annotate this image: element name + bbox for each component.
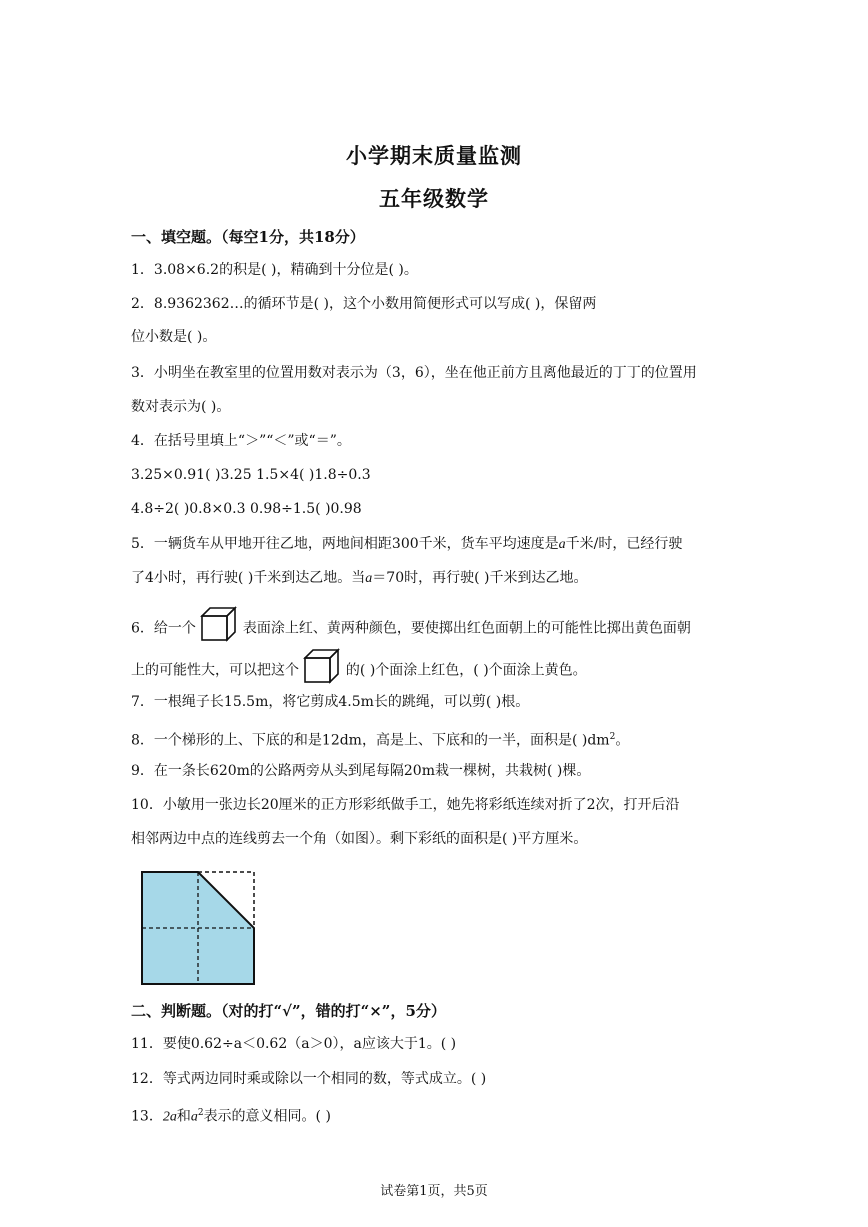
question-2-line-1: 2．8.9362362…的循环节是( )，这个小数用简便形式可以写成( )，保留两 (131, 296, 597, 312)
q5-text-d: ＝70时，再行驶( )千米到达乙地。 (372, 570, 588, 586)
question-12: 12．等式两边同时乘或除以一个相同的数，等式成立。( ) (131, 1071, 487, 1087)
folded-paper-figure (140, 870, 260, 988)
question-10-line-1: 10．小敏用一张边长20厘米的正方形彩纸做手工，她先将彩纸连续对折了2次，打开后沿 (131, 797, 680, 813)
question-8 (131, 727, 629, 751)
q13-number: 13． (131, 1108, 163, 1125)
question-4-row-1: 3.25×0.91( )3.25 1.5×4( )1.8÷0.3 (131, 467, 371, 483)
q6-text-a: 6．给一个 (131, 620, 196, 637)
cube-icon (200, 606, 238, 651)
exam-title: 小学期末质量监测 (346, 143, 522, 168)
q6-text-c: 上的可能性大，可以把这个 (131, 662, 299, 679)
page-footer: 试卷第1页，共5页 (380, 1184, 488, 1199)
q13-variable: a (190, 1109, 198, 1125)
q6-text-d: 的( )个面涂上红色，( )个面涂上黄色。 (345, 662, 587, 679)
question-13 (131, 1103, 331, 1128)
question-7: 7．一根绳子长15.5m，将它剪成4.5m长的跳绳，可以剪( )根。 (131, 694, 530, 710)
q13-and: 和 (176, 1108, 191, 1125)
section-1-heading: 一、填空题。（每空1分，共18分） (131, 228, 365, 246)
question-6-line-2 (131, 648, 587, 693)
question-6-line-1 (131, 606, 691, 651)
question-3-line-2: 数对表示为( )。 (131, 399, 231, 415)
question-1: 1．3.08×6.2的积是( )，精确到十分位是( )。 (131, 262, 418, 278)
q5-text-b: 千米/时，已经行驶 (565, 536, 683, 552)
exam-subtitle: 五年级数学 (379, 186, 489, 211)
q6-text-b: 表面涂上红、黄两种颜色，要使掷出红色面朝上的可能性比掷出黄色面朝 (242, 620, 691, 637)
question-9: 9．在一条长620m的公路两旁从头到尾每隔20m栽一棵树，共栽树( )棵。 (131, 763, 591, 779)
question-5-line-2 (131, 568, 587, 589)
question-4-row-2: 4.8÷2( )0.8×0.3 0.98÷1.5( )0.98 (131, 501, 362, 517)
question-4: 4．在括号里填上“＞”“＜”或“＝”。 (131, 433, 351, 449)
question-5-line-1 (131, 534, 682, 555)
question-3-line-1: 3．小明坐在教室里的位置用数对表示为（3，6），坐在他正前方且离他最近的丁丁的位置用 (131, 365, 697, 381)
q8-superscript: 2 (609, 732, 616, 742)
question-10-line-2: 相邻两边中点的连线剪去一个角（如图）。剩下彩纸的面积是( )平方厘米。 (131, 831, 588, 847)
cube-icon (303, 648, 341, 693)
section-2-heading: 二、判断题。（对的打“√”，错的打“×”，5分） (131, 1002, 446, 1020)
q13-expression: 2a (162, 1109, 177, 1125)
question-11: 11．要使0.62÷a＜0.62（a＞0），a应该大于1。( ) (131, 1036, 457, 1052)
q8-end: 。 (615, 732, 630, 749)
q13-superscript: 2 (197, 1108, 204, 1118)
q13-text: 表示的意义相同。( ) (203, 1108, 331, 1125)
question-2-line-2: 位小数是( )。 (131, 329, 217, 345)
q5-text-c: 了4小时，再行驶( )千米到达乙地。当 (131, 570, 366, 586)
variable-a: a (558, 537, 566, 552)
q8-text: 8．一个梯形的上、下底的和是12dm，高是上、下底和的一半，面积是( )dm (131, 732, 610, 749)
q5-text-a: 5．一辆货车从甲地开往乙地，两地间相距300千米，货车平均速度是 (131, 536, 559, 552)
variable-a: a (365, 571, 373, 586)
